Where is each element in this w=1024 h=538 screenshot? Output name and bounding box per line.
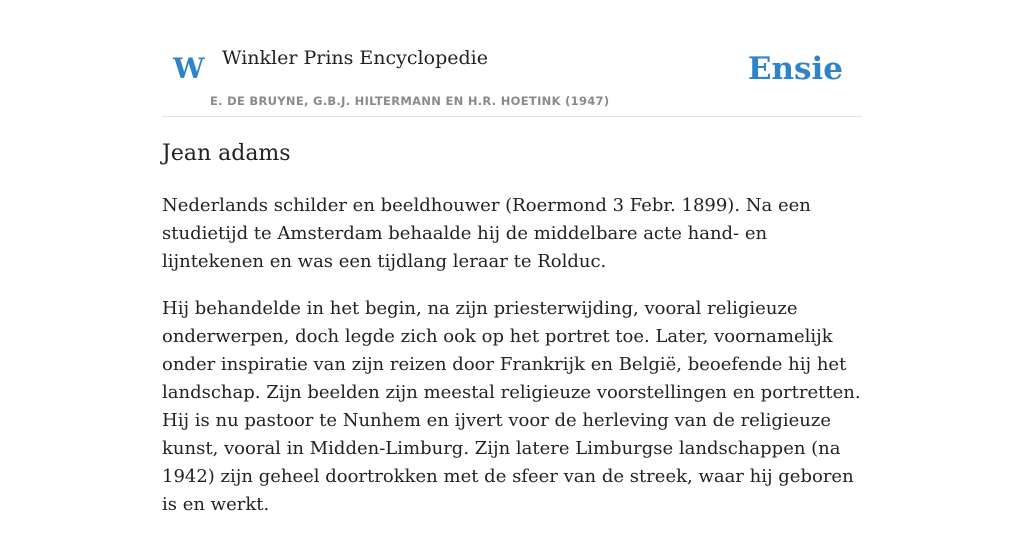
publication-title[interactable]: Winkler Prins Encyclopedie: [222, 47, 488, 69]
entry-paragraph: Hij behandelde in het begin, na zijn priesterwijding, vooral religieuze onderwerpen, doch legde zich ook op het portret toe. Later, voornamelijk onder inspiratie van zijn reizen door Frankrijk en België, beoefende hij het landschap. Zijn beelden zijn meestal religieuze voorstellingen en portretten. Hij is nu pastoor te Nunhem en ijvert voor de herleving van de religieuze kunst, vooral in Midden-Limburg. Zijn latere Limburgse landschappen (na 1942) zijn geheel doortrokken met de sfeer van de streek, waar hij geboren is en werkt.: [162, 298, 861, 515]
publication-logo: W: [173, 52, 205, 85]
entry-body: [162, 192, 862, 538]
page-container: [162, 0, 862, 515]
ensie-logo-link[interactable]: Ensie: [747, 51, 843, 87]
publication-header: [162, 0, 862, 117]
entry-paragraph: Nederlands schilder en beeldhouwer (Roermond 3 Febr. 1899). Na een studietijd te Amsterdam behaalde hij de middelbare acte hand- en lijntekenen en was een tijdlang leraar te Rolduc.: [162, 195, 811, 272]
entry-title: Jean adams: [162, 141, 291, 166]
publication-authors: E. DE BRUYNE, G.B.J. HILTERMANN EN H.R. HOETINK (1947): [210, 94, 610, 108]
